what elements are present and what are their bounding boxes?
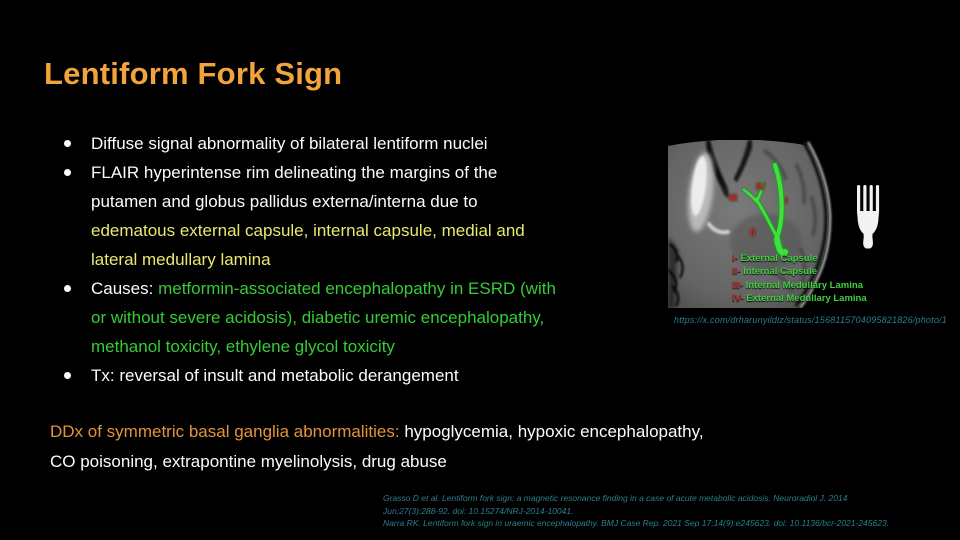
bullet-line	[91, 303, 598, 332]
bullet-dot	[64, 169, 71, 176]
text-run: metformin-associated encephalopathy in ESRD (with	[158, 279, 556, 298]
text-run: putamen and globus pallidus externa/interna due to	[91, 192, 478, 211]
bullet-line	[91, 187, 598, 216]
legend-label: Internal Capsule	[740, 266, 818, 278]
bullet-line	[91, 274, 598, 303]
legend-label: Internal Medullary Lamina	[743, 279, 863, 291]
bullet-item	[58, 274, 598, 361]
figure-source-url: https://x.com/drharunyildiz/status/1568115704095821826/photo/1	[674, 315, 947, 325]
fork-branch-label-iv: IV	[756, 182, 766, 193]
legend-label: External Medullary Lamina	[743, 293, 867, 305]
bullet-text	[91, 274, 598, 361]
mri-figure	[668, 140, 953, 308]
figure-legend	[732, 252, 867, 306]
ddx-line-2: CO poisoning, extrapontine myelinolysis, drug abuse	[50, 452, 447, 471]
bullet-dot	[64, 140, 71, 147]
bullet-item	[58, 361, 598, 390]
bullet-item	[58, 129, 598, 158]
bullet-text	[91, 158, 598, 274]
bullet-list	[58, 129, 598, 390]
text-run: Tx: reversal of insult and metabolic derangement	[91, 366, 459, 385]
bullet-line	[91, 158, 598, 187]
fork-branch-label-ii: II	[750, 228, 756, 239]
text-run: FLAIR hyperintense rim delineating the margins of the	[91, 163, 498, 182]
fork-branch-label-i: I	[785, 196, 788, 207]
legend-line	[732, 292, 867, 305]
bullet-text	[91, 361, 598, 390]
bullet-line	[91, 361, 598, 390]
bullet-item	[58, 158, 598, 274]
slide-title: Lentiform Fork Sign	[44, 56, 343, 91]
legend-line	[732, 265, 867, 278]
bullet-line	[91, 332, 598, 361]
bullet-line	[91, 129, 598, 158]
ddx-text: hypoglycemia, hypoxic encephalopathy,	[404, 422, 704, 441]
bullet-dot	[64, 372, 71, 379]
fork-branch-label-iii: III	[729, 193, 738, 204]
text-run: Causes:	[91, 279, 159, 298]
text-run: methanol toxicity, ethylene glycol toxicity	[91, 337, 395, 356]
citation-line: Jun;27(3):288-92. doi: 10.15274/NRJ-2014-10041.	[383, 505, 574, 516]
text-run: or without severe acidosis), diabetic uremic encephalopathy,	[91, 308, 545, 327]
citations-block	[383, 492, 948, 530]
bullet-line	[91, 216, 598, 245]
legend-numeral: IV-	[732, 293, 744, 305]
bullet-text	[91, 129, 598, 158]
ddx-highlight: DDx of symmetric basal ganglia abnormalities:	[50, 422, 405, 441]
text-run: Diffuse signal abnormality of bilateral lentiform nuclei	[91, 134, 488, 153]
legend-line	[732, 252, 867, 265]
legend-numeral: III-	[732, 279, 744, 291]
legend-numeral: II-	[732, 266, 741, 278]
legend-label: External Capsule	[737, 253, 818, 264]
bullet-line	[91, 245, 598, 274]
text-run: edematous external capsule, internal capsule, medial and	[91, 221, 525, 240]
legend-numeral: I-	[732, 253, 738, 264]
text-run: lateral medullary lamina	[91, 250, 271, 269]
citation-line: Grasso D et al. Lentiform fork sign: a magnetic resonance finding in a case of acute metabolic acidosis. Neuroradiol J. 2014	[383, 493, 848, 503]
ddx-block	[50, 417, 704, 477]
citation-line: Narra RK. Lentiform fork sign in uraemic encephalopathy. BMJ Case Rep. 2021 Sep 17;14(9):e245623. doi: 10.1136/bcr-2021-245623.	[383, 518, 890, 528]
legend-line	[732, 279, 867, 292]
ddx-line-1	[50, 417, 704, 447]
bullet-dot	[64, 285, 71, 292]
